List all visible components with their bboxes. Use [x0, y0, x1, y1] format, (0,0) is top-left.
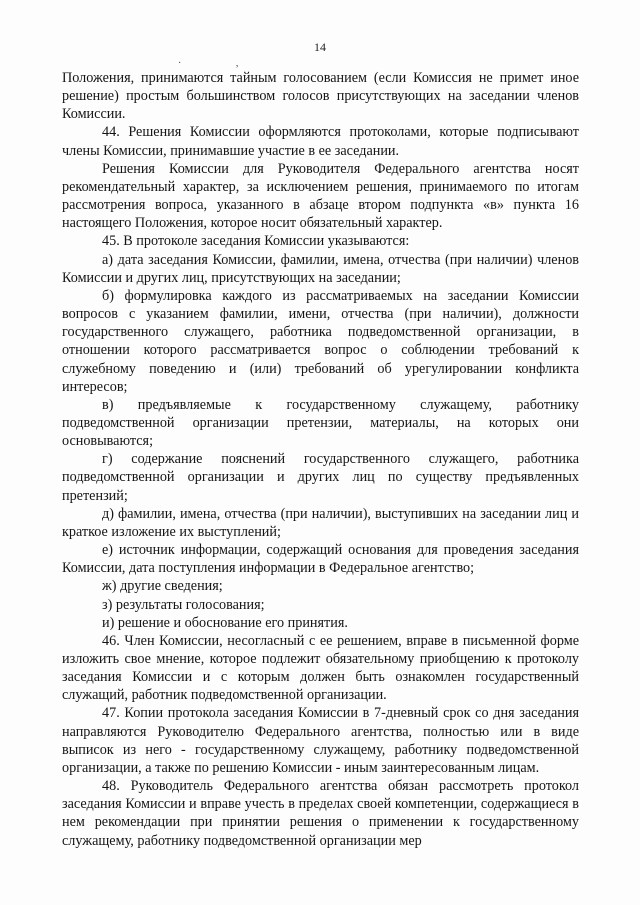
subitem-i: и) решение и обоснование его принятия. [102, 614, 348, 631]
subitem-b: б) формулировка каждого из рассматриваемых на заседании Комиссии вопросов с указанием фамилии, имени, отчества (при наличии), должности государственного служащего, работника подведомственной организации, в отношении которого рассматривается вопрос о соблюдении требований к служебному поведению и (или) требований об урегулировании конфликта интересов; [62, 287, 579, 395]
subitem-z: з) результаты голосования; [102, 596, 265, 613]
subitem-e: е) источник информации, содержащий основания для проведения заседания Комиссии, дата поступления информации в Федеральное агентство; [62, 542, 579, 577]
paragraph-47: 47. Копии протокола заседания Комиссии в 7-дневный срок со дня заседания направляются Руководителю Федерального агентства, полностью или в виде выписок из него - государственному служащему, работнику подведомственной организации, а также по решению Комиссии - иным заинтересованным лицам. [62, 705, 579, 776]
subitem-v: в) предъявляемые к государственному служащему, работнику подведомственной организации претензии, материалы, на которых они основываются; [62, 396, 579, 450]
page-number: 14 [314, 40, 326, 54]
paragraph-46: 46. Член Комиссии, несогласный с ее решением, вправе в письменной форме изложить свое мнение, которое подлежит обязательному приобщению к протоколу заседания Комиссии и с которым должен быть ознакомлен государственный служащий, работник подведомственной организации. [62, 632, 579, 704]
paragraph-44-second: Решения Комиссии для Руководителя Федерального агентства носят рекомендательный характер, за исключением решения, принимаемого по итогам рассмотрения вопроса, указанного в абзаце втором подпункта «в» пункта 16 настоящего Положения, которое носит обязательный характер. [62, 160, 579, 232]
paragraph-continuation: Положения, принимаются тайным голосованием (если Комиссия не примет иное решение) простым большинством голосов присутствующих на заседании членов Комиссии. [62, 70, 579, 123]
subitem-d: д) фамилии, имена, отчества (при наличии), выступивших на заседании лиц и краткое изложение их выступлений; [62, 505, 579, 540]
subitem-a: а) дата заседания Комиссии, фамилии, имена, отчества (при наличии) членов Комиссии и других лиц, присутствующих на заседании; [62, 251, 579, 286]
subitem-zh: ж) другие сведения; [102, 578, 223, 595]
paragraph-48: 48. Руководитель Федерального агентства обязан рассмотреть протокол заседания Комиссии и вправе учесть в пределах своей компетенции, содержащиеся в нем рекомендации при принятии решения о применении к государственному служащему, работнику подведомственной организации мер [62, 778, 579, 849]
document-body [62, 69, 579, 850]
subitem-g: г) содержание пояснений государственного служащего, работника подведомственной организации и других лиц по существу предъявленных претензий; [62, 451, 579, 504]
paragraph-45: 45. В протоколе заседания Комиссии указываются: [102, 233, 410, 250]
paragraph-44: 44. Решения Комиссии оформляются протоколами, которые подписывают члены Комиссии, принимавшие участие в ее заседании. [62, 124, 579, 159]
scan-specks: · , [178, 58, 265, 69]
